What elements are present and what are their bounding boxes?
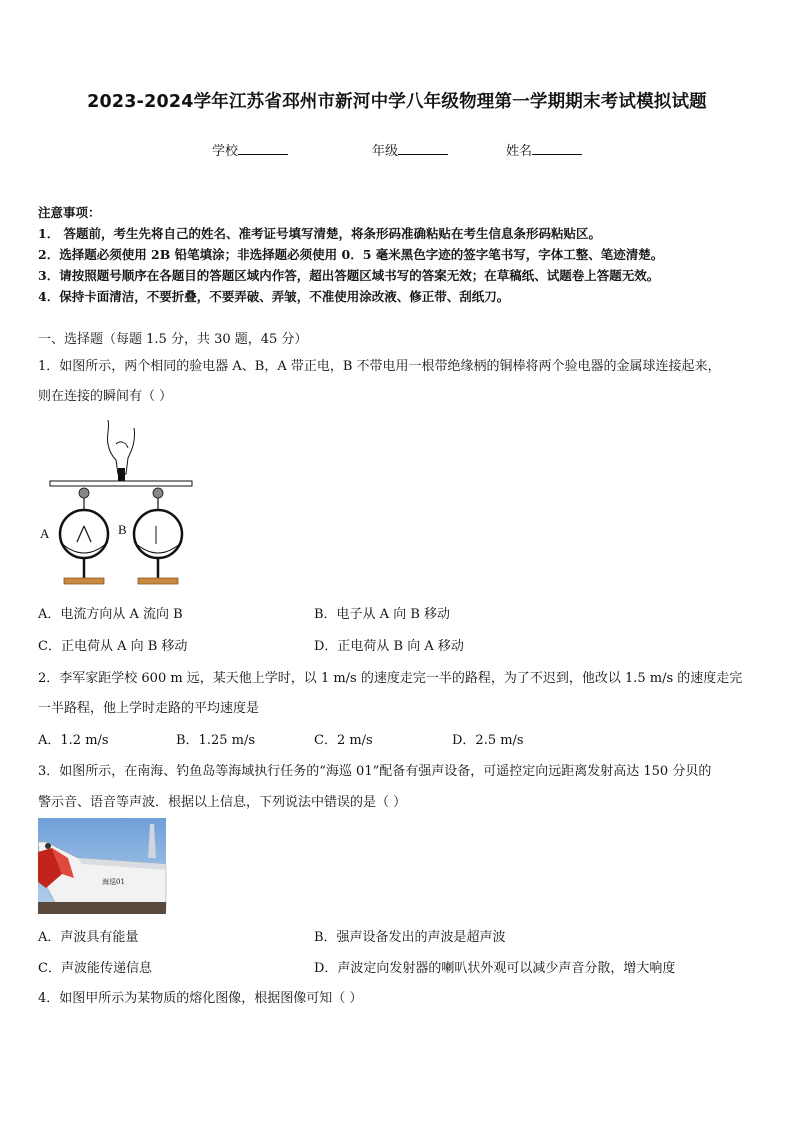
page-title: 2023-2024学年江苏省邳州市新河中学八年级物理第一学期期末考试模拟试题 xyxy=(87,92,707,112)
q2-option-c: C．2 m/s xyxy=(314,733,373,748)
q2-option-d: D．2.5 m/s xyxy=(452,733,524,748)
school-blank xyxy=(238,142,288,155)
hand-illustration xyxy=(107,420,134,474)
label-a: A xyxy=(40,526,50,541)
q2-text-line1: 2．李军家距学校 600 m 远，某天他上学时，以 1 m/s 的速度走完一半的路程，为了不迟到，他改以 1.5 m/s 的速度走完 xyxy=(38,671,743,686)
notice-item-2: 2．选择题必须使用 2B 铅笔填涂；非选择题必须使用 0．5 毫米黑色字迹的签字笔书写，字体工整、笔迹清楚。 xyxy=(38,247,664,262)
q1-option-d: D．正电荷从 B 向 A 移动 xyxy=(314,639,464,654)
q1-text-line1: 1．如图所示，两个相同的验电器 A、B，A 带正电，B 不带电用一根带绝缘柄的铜棒将两个验电器的金属球连接起来， xyxy=(38,359,721,374)
notice-heading: 注意事项： xyxy=(38,205,101,220)
school-field xyxy=(212,140,288,159)
label-b: B xyxy=(118,522,127,537)
notice-item-3: 3．请按照题号顺序在各题目的答题区域内作答，超出答题区域书写的答案无效；在草稿纸、试题卷上答题无效。 xyxy=(38,268,660,283)
grade-label: 年级 xyxy=(372,144,399,159)
q1-option-b: B．电子从 A 向 B 移动 xyxy=(314,607,451,622)
name-label: 姓名 xyxy=(506,144,533,159)
ship-name-text: 海巡01 xyxy=(102,878,125,886)
q2-option-b: B．1.25 m/s xyxy=(176,733,256,748)
copper-rod xyxy=(50,481,192,486)
grade-field xyxy=(372,140,448,159)
ship-photo xyxy=(38,818,166,914)
electroscope-figure xyxy=(40,414,196,592)
section-heading: 一、选择题（每题 1.5 分，共 30 题，45 分） xyxy=(38,332,308,347)
notice-item-4: 4．保持卡面清洁，不要折叠，不要弄破、弄皱，不准使用涂改液、修正带、刮纸刀。 xyxy=(38,289,510,304)
electroscope-a xyxy=(60,488,108,584)
electroscope-b xyxy=(134,488,182,584)
grade-blank xyxy=(398,142,448,155)
q3-option-a: A．声波具有能量 xyxy=(38,930,139,945)
q3-option-c: C．声波能传递信息 xyxy=(38,961,152,976)
q1-text-line2: 则在连接的瞬间有（ ） xyxy=(38,389,173,404)
insulating-handle xyxy=(118,468,125,482)
q2-text-line2: 一半路程，他上学时走路的平均速度是 xyxy=(38,701,260,716)
q2-option-a: A．1.2 m/s xyxy=(38,733,109,748)
q3-option-b: B．强声设备发出的声波是超声波 xyxy=(314,930,506,945)
q1-option-c: C．正电荷从 A 向 B 移动 xyxy=(38,639,188,654)
q3-text-line2: 警示音、语音等声波．根据以上信息，下列说法中错误的是（ ） xyxy=(38,795,407,810)
q1-option-a: A．电流方向从 A 流向 B xyxy=(38,607,183,622)
school-label: 学校 xyxy=(212,144,239,159)
q4-text-line1: 4．如图甲所示为某物质的熔化图像，根据图像可知（ ） xyxy=(38,991,363,1006)
name-blank xyxy=(532,142,582,155)
notice-item-1: 1． 答题前，考生先将自己的姓名、准考证号填写清楚，将条形码准确粘贴在考生信息条形码粘贴区。 xyxy=(38,226,602,241)
name-field xyxy=(506,140,582,159)
q3-option-d: D．声波定向发射器的喇叭状外观可以减少声音分散，增大响度 xyxy=(314,961,676,976)
q3-text-line1: 3．如图所示，在南海、钓鱼岛等海域执行任务的“海巡 01”配备有强声设备，可遥控定向远距离发射高达 150 分贝的 xyxy=(38,764,712,779)
